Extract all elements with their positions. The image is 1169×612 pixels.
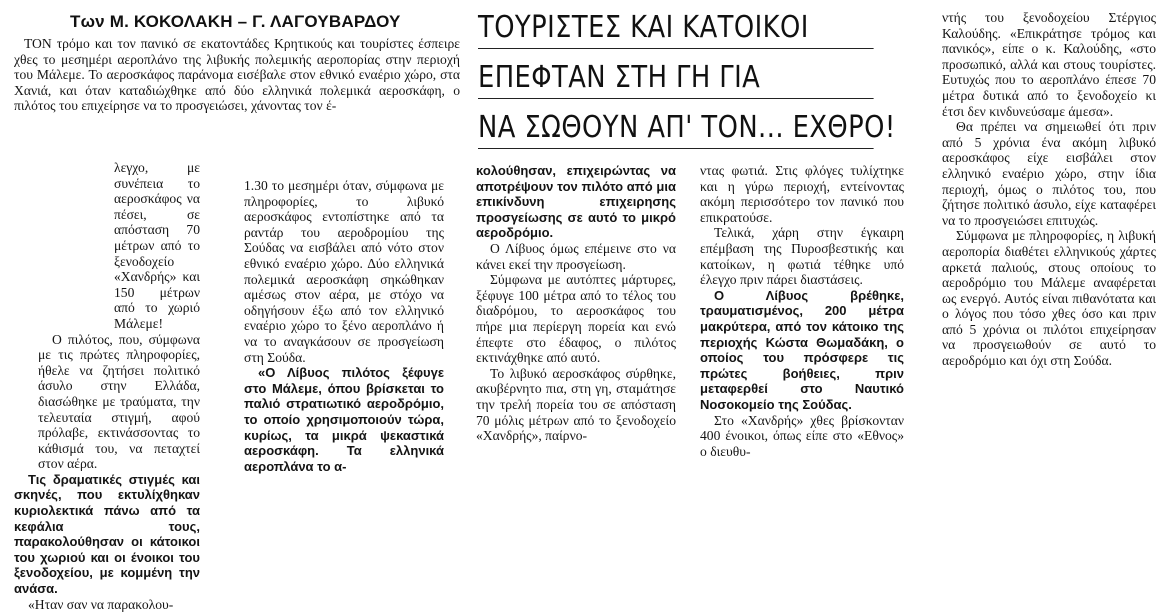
byline: Των Μ. ΚΟΚΟΛΑΚΗ – Γ. ΛΑΓΟΥΒΑΡΔΟΥ xyxy=(70,12,401,31)
lead-text: ΤΟΝ τρόμο και τον πανικό σε εκατοντάδες Κρητικούς και τουρίστες έσπειρε χθες το μεσημέρι αεροπλάνο της λιβυκής πολεμικής αεροπορίας στην περιοχή του Μάλεμε. Το αεροσκάφος παράνομα εισέβαλε στον εθνικό εναέριο χώρο, στα Χανιά, και όταν καταδιώχθηκε από δύο ελληνικά πολεμικά αεροσκάφη, ο πιλότος του επιχείρησε να το προσγειώσει, χάνοντας τον έ- xyxy=(14,36,460,114)
headline xyxy=(478,8,938,158)
paragraph: 1.30 το μεσημέρι όταν, σύμφωνα με πληροφορίες, το λιβυκό αεροσκάφος εντοπίστηκε από τα ραντάρ του αεροδρομίου της Σούδας να εισβάλει από νότο στον εθνικό εναέριο χώρο. Δύο ελληνικά πολεμικά αεροσκάφη σηκώθηκαν αμέσως στον αέρα, με στόχο να οδηγήσουν έξω από τον ελληνικό εναέριο χώρο το ξένο αεροπλάνο ή να το αναγκάσουν σε προσγείωση στη Σούδα. xyxy=(244,178,444,365)
paragraph: Τελικά, χάρη στην έγκαιρη επέμβαση της Πυροσβεστικής και κατοίκων, η φωτιά τέθηκε υπό έλεγχο πριν πάρει διαστάσεις. xyxy=(700,225,904,288)
paragraph: Ο Λίβυος όμως επέμεινε στο να κάνει εκεί την προσγείωση. xyxy=(476,240,676,272)
text-column-2 xyxy=(244,178,444,528)
paragraph: Το λιβυκό αεροσκάφος σύρθηκε, ακυβέρνητο πια, στη γη, σταμάτησε την τρελή πορεία του σε απόσταση 70 μόλις μέτρων από το ξενοδοχείο «Χανδρής», παίρνο- xyxy=(476,365,676,444)
paragraph-bold: «Ο Λίβυος πιλότος ξέφυγε στο Μάλεμε, όπου βρίσκεται το παλιό στρατιωτικό αεροδρόμιο, το οποίο χρησιμοποιούν τώρα, κυρίως, τα μικρά ψεκαστικά αεροσκάφη. Τα ελληνικά αεροπλάνα το α- xyxy=(244,365,444,474)
lead-paragraph xyxy=(14,36,460,176)
text-column-5 xyxy=(942,10,1156,528)
paragraph-bold: Τις δραματικές στιγμές και σκηνές, που εκτυλίχθηκαν κυριολεκτικά πάνω από τα κεφάλια τους, παρακολούθησαν οι κάτοικοι του χωριού και οι ένοικοι του ξενοδοχείου, με κομμένη την ανάσα. xyxy=(14,471,200,597)
headline-line: ΤΟΥΡΙΣΤΕΣ ΚΑΙ ΚΑΤΟΙΚΟΙ xyxy=(478,8,874,49)
paragraph: «Ηταν σαν να παρακολου- xyxy=(28,596,174,612)
paragraph: Ο πιλότος, που, σύμφωνα με τις πρώτες πληροφορίες, ήθελε να ζητήσει πολιτικό άσυλο στην Ελλάδα, διασώθηκε με τραύματα, την τελευταία στιγμή, αφού πρόλαβε, εκτινάσσοντας το κάθισμά του, να πεταχτεί στον αέρα. xyxy=(38,331,200,472)
paragraph: λεγχο, με συνέπεια το αεροσκάφος να πέσει, σε απόσταση 70 μέτρων από το ξενοδοχείο «Χανδρής» και 150 μέτρων από το χωριό Μάλεμε! xyxy=(114,160,200,331)
paragraph: Σύμφωνα με αυτόπτες μάρτυρες, ξέφυγε 100 μέτρα από το τέλος του διαδρόμου, το αεροσκάφος του πήρε μια περίεργη πορεία και ενώ έπεφτε στο έδαφος, ο πιλότος εκτινάχθηκε από αυτό. xyxy=(476,272,676,366)
headline-line: ΝΑ ΣΩΘΟΥΝ ΑΠ' ΤΟΝ... ΕΧΘΡΟ! xyxy=(478,108,874,149)
paragraph: Στο «Χανδρής» χθες βρίσκονταν 400 ένοικοι, όπως είπε στο «Εθνος» ο διευθυ- xyxy=(700,412,904,459)
paragraph-bold: Ο Λίβυος βρέθηκε, τραυματισμένος, 200 μέτρα μακρύτερα, από τον κάτοικο της περιοχής Κώστα Θωμαδάκη, ο οποίος του πρόσφερε τις πρώτες βοήθειες, πριν μεταφερθεί στο Ναυτικό Νοσοκομείο της Σούδας. xyxy=(700,287,904,412)
paragraph: Σύμφωνα με πληροφορίες, η λιβυκή αεροπορία διαθέτει ελληνικούς χάρτες αρκετά παλιούς, στους οποίους το αεροδρόμιο του Μάλεμε αναφέρεται ως ενεργό. Αυτός είναι πιθανότατα και ο λόγος που τόσο χθες όσο και πριν από 5 χρόνια οι πιλότοι επιχείρησαν να προσγειωθούν σε αυτό το αεροδρόμιο και όχι στη Σούδα. xyxy=(942,228,1156,369)
paragraph: Θα πρέπει να σημειωθεί ότι πριν από 5 χρόνια ένα ακόμη λιβυκό αεροσκάφος είχε εισβάλει στον ελληνικό εναέριο χώρο, στην ίδια περιοχή, όμως ο πιλότος του, που ζήτησε πολιτικό άσυλο, είχε καταφέρει να το προσγειώσει επιτυχώς. xyxy=(942,119,1156,228)
paragraph: ντής του ξενοδοχείου Στέργιος Καλούδης. «Επικράτησε τρόμος και πανικός», είπε ο κ. Καλούδης, «στο προσωπικό, αλλά και στους τουρίστες. Ευτυχώς που το αεροπλάνο έπεσε 70 μέτρα δυτικά από το ξενοδοχείο κι έτσι δεν κινδυνεύσαμε άμεσα». xyxy=(942,10,1156,119)
text-column-4 xyxy=(700,163,904,528)
paragraph-bold: κολούθησαν, επιχειρώντας να αποτρέψουν τον πιλότο από μια επικίνδυνη επιχειρησης προσγείωσης σε αυτό το μικρό αεροδρόμιο. xyxy=(476,163,676,241)
paragraph: ντας φωτιά. Στις φλόγες τυλίχτηκε και η γύρω περιοχή, εντείνοντας ακόμη περισσότερο τον πανικό που επικρατούσε. xyxy=(700,163,904,225)
headline-line: ΕΠΕΦΤΑΝ ΣΤΗ ΓΗ ΓΙΑ xyxy=(478,58,874,99)
text-column-1 xyxy=(14,160,200,612)
text-column-3 xyxy=(476,163,676,528)
